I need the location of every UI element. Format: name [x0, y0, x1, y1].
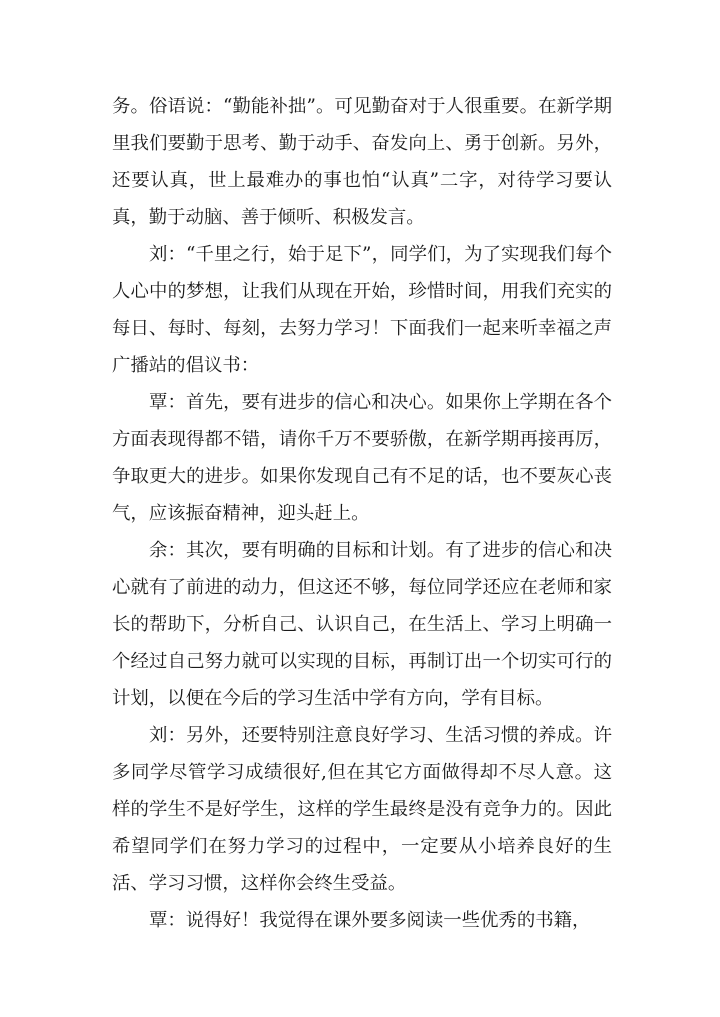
paragraph-liu-1: 刘：“千里之行，始于足下”，同学们，为了实现我们每个人心中的梦想，让我们从现在开始，珍惜时间，用我们充实的每日、每时、每刻，去努力学习！下面我们一起来听幸福之声广播站的倡议书：: [112, 244, 612, 376]
paragraph-yu-1: 余：其次，要有明确的目标和计划。有了进步的信心和决心就有了前进的动力，但这还不够，每位同学还应在老师和家长的帮助下，分析自己、认识自己，在生活上、学习上明确一个经过自己努力就可以实现的目标，再制订出一个切实可行的计划，以便在今后的学习生活中学有方向，学有目标。: [112, 540, 612, 709]
paragraph-liu-2: 刘：另外，还要特别注意良好学习、生活习惯的养成。许多同学尽管学习成绩很好,但在其它方面做得却不尽人意。这样的学生不是好学生，这样的学生最终是没有竞争力的。因此希望同学们在努力学习的过程中，一定要从小培养良好的生活、学习习惯，这样你会终生受益。: [112, 725, 612, 894]
paragraph-continuation: 务。俗语说：“勤能补拙”。可见勤奋对于人很重要。在新学期里我们要勤于思考、勤于动手、奋发向上、勇于创新。另外，还要认真，世上最难办的事也怕“认真”二字，对待学习要认真，勤于动脑、善于倾听、积极发言。: [112, 96, 612, 228]
paragraph-qin-1: 覃：首先，要有进步的信心和决心。如果你上学期在各个方面表现得都不错，请你千万不要骄傲，在新学期再接再厉，争取更大的进步。如果你发现自己有不足的话，也不要灰心丧气，应该振奋精神，迎头赶上。: [112, 392, 612, 524]
document-page: [112, 88, 612, 939]
paragraph-qin-2: 覃：说得好！我觉得在课外要多阅读一些优秀的书籍，: [149, 910, 591, 931]
